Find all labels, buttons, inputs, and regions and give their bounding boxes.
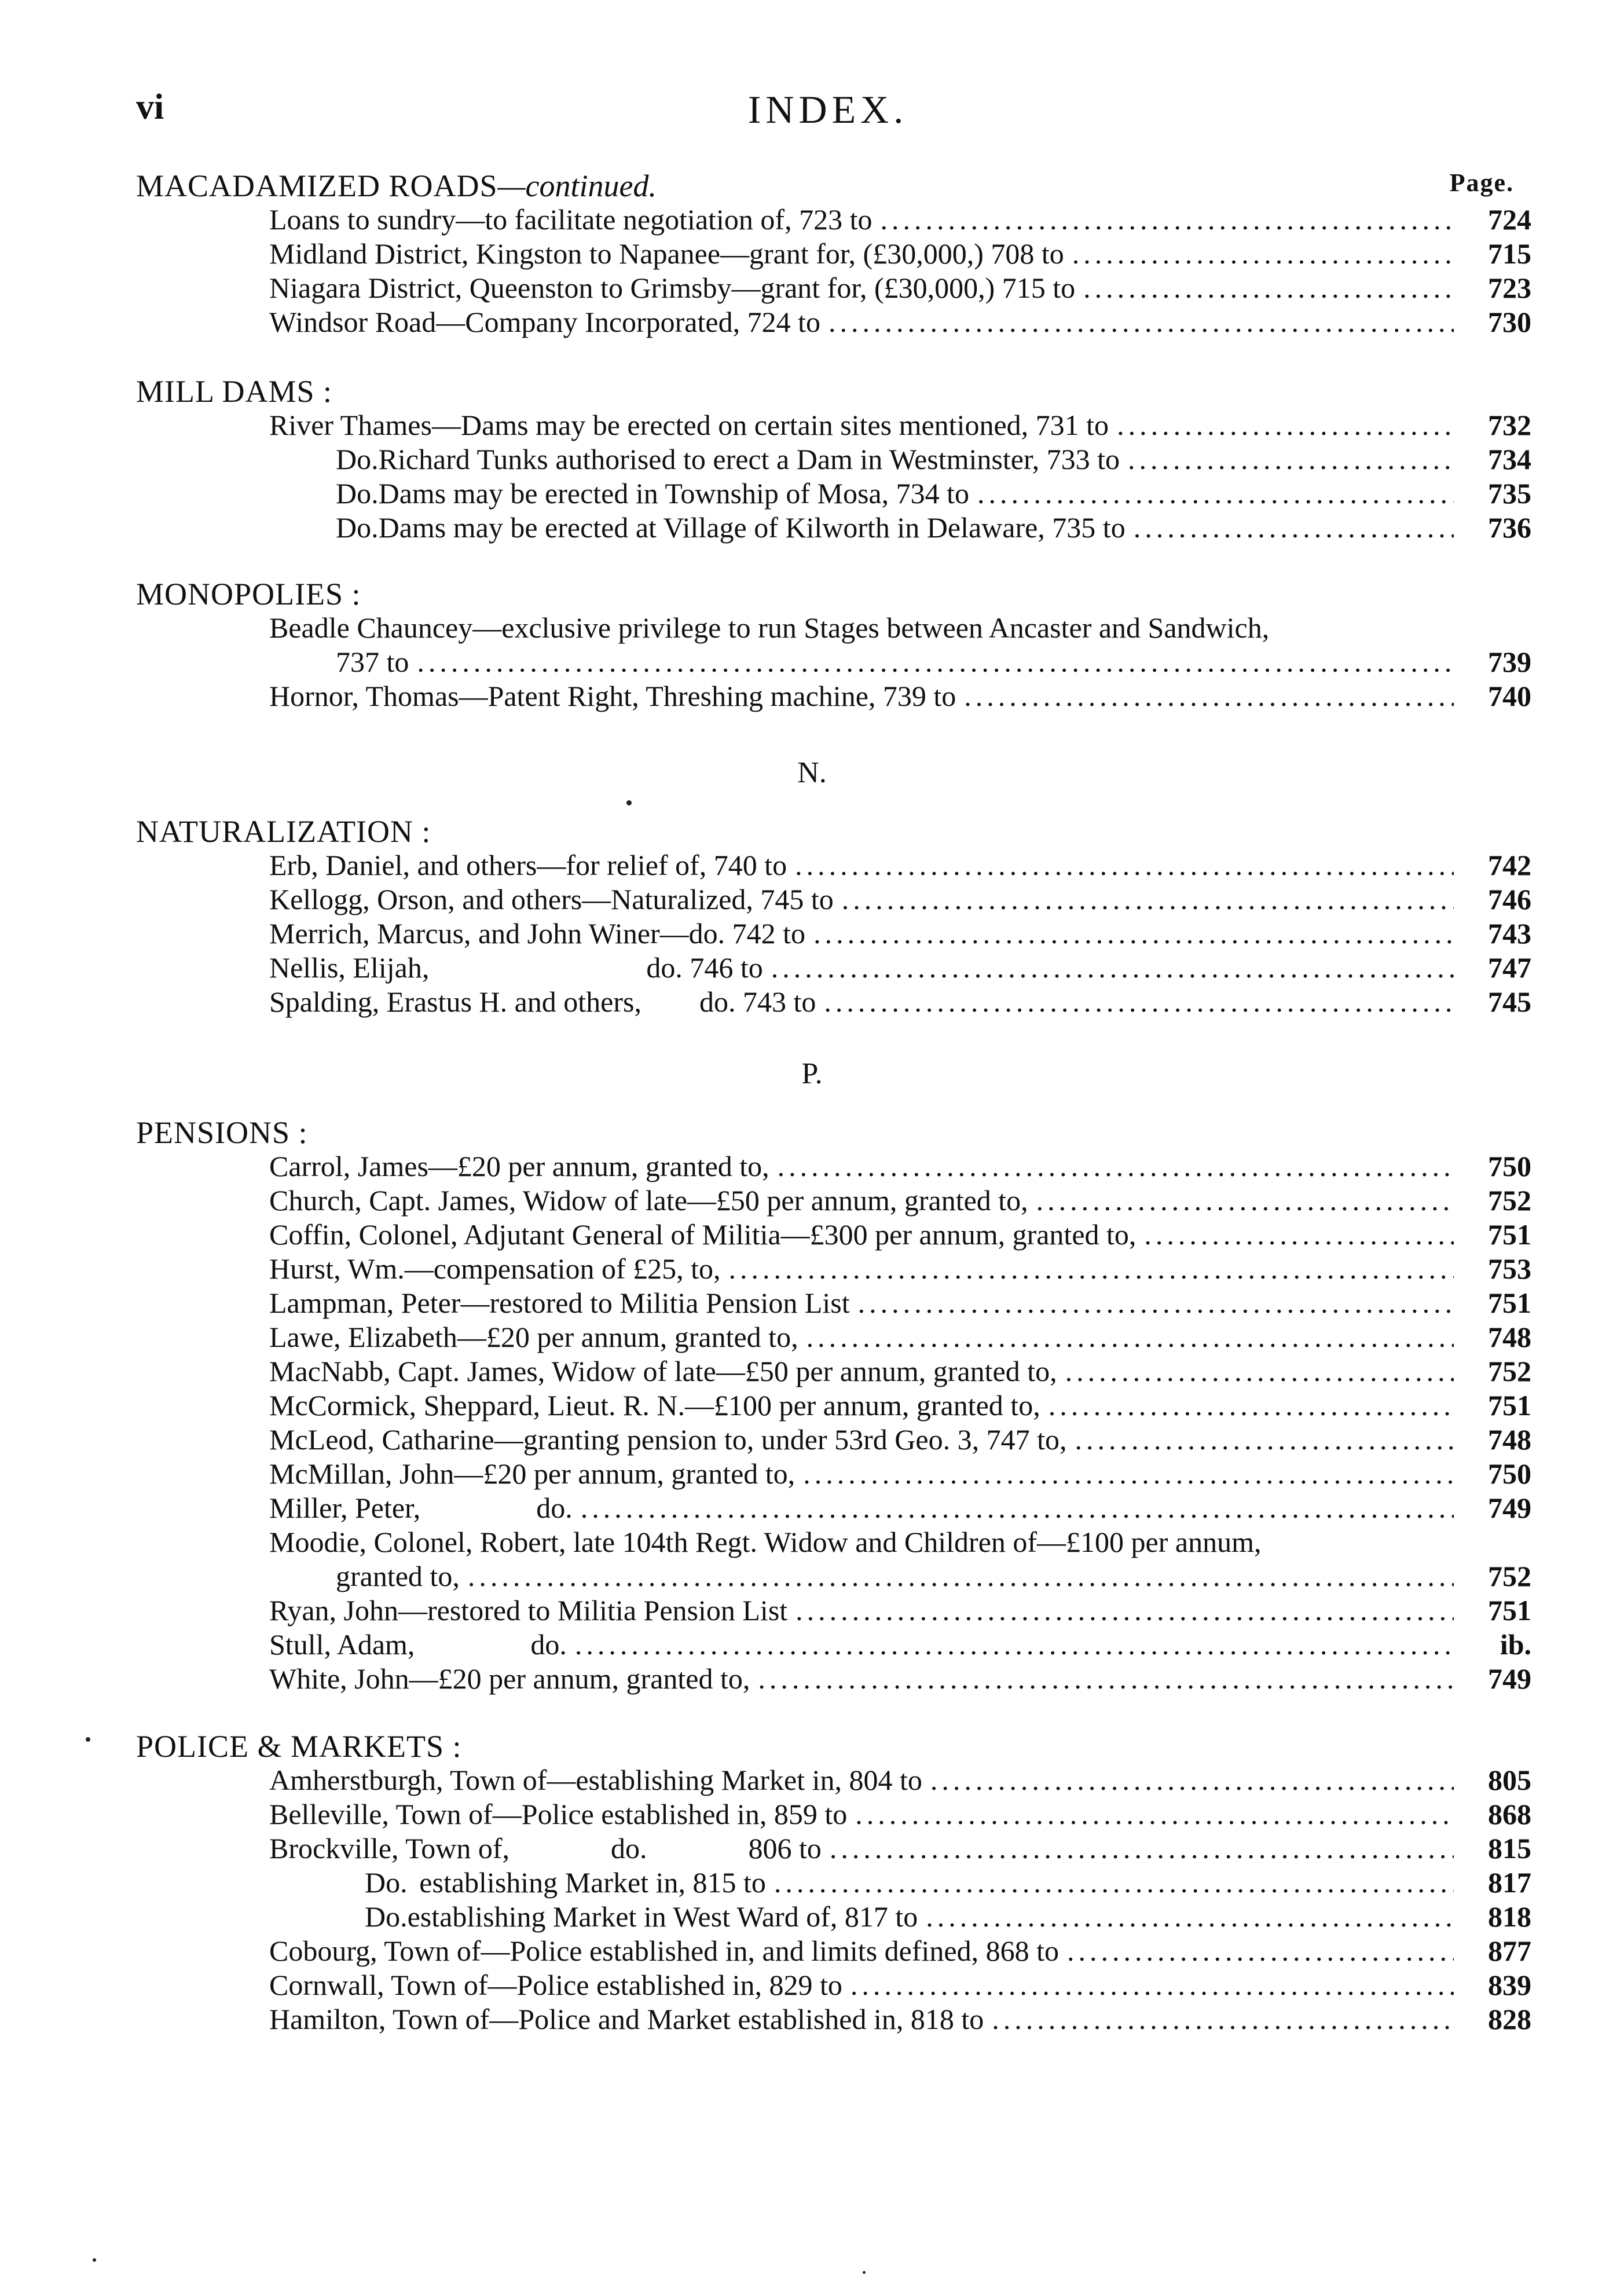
entry-text: Stull, Adam, do. bbox=[269, 1628, 567, 1661]
index-entry bbox=[136, 848, 1531, 882]
entry-text: granted to, bbox=[336, 1560, 460, 1592]
entry-page: 736 bbox=[1488, 511, 1531, 544]
index-entry bbox=[136, 2002, 1531, 2036]
entry-text: Brockville, Town of, do. 806 to bbox=[269, 1832, 822, 1865]
dot-leader bbox=[1065, 1354, 1454, 1389]
heading-text: MACADAMIZED ROADS bbox=[136, 169, 498, 203]
index-entry bbox=[136, 1149, 1531, 1184]
entry-page: 817 bbox=[1488, 1866, 1531, 1899]
entry-text: River Thames—Dams may be erected on certain sites mentioned, 731 to bbox=[269, 409, 1109, 441]
entry-text: Nellis, Elijah, do. 746 to bbox=[269, 951, 763, 984]
heading-continued: —continued. bbox=[497, 169, 657, 203]
entry-text: McMillan, John—£20 per annum, granted to, bbox=[269, 1457, 795, 1490]
index-entry bbox=[136, 1662, 1531, 1696]
stray-mark bbox=[626, 800, 632, 805]
entry-page: 751 bbox=[1488, 1389, 1531, 1422]
entry-text: Midland District, Kingston to Napanee—grant for, (£30,000,) 708 to bbox=[269, 237, 1064, 270]
dot-leader bbox=[858, 1286, 1454, 1320]
entry-page: 750 bbox=[1488, 1150, 1531, 1182]
entry-text: White, John—£20 per annum, granted to, bbox=[269, 1662, 750, 1695]
section-pensions bbox=[136, 1115, 1531, 1696]
page-column-header: Page. bbox=[1449, 169, 1514, 197]
entry-text: establishing Market in West Ward of, 817 to bbox=[407, 1900, 918, 1933]
section-heading: POLICE & MARKETS : bbox=[136, 1729, 462, 1764]
index-entry bbox=[136, 1934, 1531, 1968]
entry-text: Hornor, Thomas—Patent Right, Threshing machine, 739 to bbox=[269, 680, 956, 712]
index-entry bbox=[136, 1286, 1531, 1320]
letter-heading-p: P. bbox=[801, 1057, 823, 1090]
entry-text: Ryan, John—restored to Militia Pension List bbox=[269, 1594, 788, 1627]
section-heading: MILL DAMS : bbox=[136, 374, 333, 409]
entry-page: 752 bbox=[1488, 1355, 1531, 1387]
entry-text: Amherstburgh, Town of—establishing Market in, 804 to bbox=[269, 1764, 922, 1796]
dot-leader bbox=[1049, 1389, 1454, 1423]
section-heading: MONOPOLIES : bbox=[136, 577, 361, 611]
entry-page: 749 bbox=[1488, 1492, 1531, 1524]
index-entry bbox=[136, 1559, 1531, 1594]
entry-text: Kellogg, Orson, and others—Naturalized, 745 to bbox=[269, 883, 834, 915]
ditto-mark: Do. bbox=[365, 1866, 408, 1899]
entry-page: 715 bbox=[1488, 237, 1531, 270]
section-police-markets bbox=[136, 1728, 1531, 2036]
index-entry bbox=[136, 985, 1531, 1019]
dot-leader bbox=[758, 1662, 1454, 1696]
index-entry bbox=[136, 1320, 1531, 1354]
entry-text: Hurst, Wm.—compensation of £25, to, bbox=[269, 1252, 721, 1285]
dot-leader bbox=[1072, 237, 1454, 271]
ditto-mark: Do. bbox=[336, 511, 379, 544]
dot-leader bbox=[774, 1866, 1454, 1900]
index-entry bbox=[136, 1252, 1531, 1286]
section-mill-dams bbox=[136, 373, 1531, 545]
entry-page: 748 bbox=[1488, 1423, 1531, 1456]
entry-page: 747 bbox=[1488, 951, 1531, 984]
index-entry bbox=[136, 917, 1531, 951]
entry-text: Merrich, Marcus, and John Winer—do. 742 to bbox=[269, 917, 806, 950]
index-entry bbox=[136, 271, 1531, 305]
dot-leader bbox=[1036, 1184, 1454, 1218]
entry-text: Lawe, Elizabeth—£20 per annum, granted to, bbox=[269, 1321, 798, 1353]
dot-leader bbox=[1128, 442, 1454, 477]
entry-page: 749 bbox=[1488, 1662, 1531, 1695]
dot-leader bbox=[964, 679, 1454, 713]
entry-page: 746 bbox=[1488, 883, 1531, 915]
entry-page: 742 bbox=[1488, 849, 1531, 881]
entry-text: MacNabb, Capt. James, Widow of late—£50 per annum, granted to, bbox=[269, 1355, 1057, 1387]
index-entry bbox=[136, 1491, 1531, 1525]
entry-page: 739 bbox=[1488, 646, 1531, 678]
dot-leader bbox=[806, 1320, 1454, 1354]
section-monopolies bbox=[136, 576, 1531, 713]
entry-text: Carrol, James—£20 per annum, granted to, bbox=[269, 1150, 769, 1182]
entry-page: ib. bbox=[1500, 1628, 1531, 1661]
entry-text: Niagara District, Queenston to Grimsby—grant for, (£30,000,) 715 to bbox=[269, 272, 1076, 304]
dot-leader bbox=[880, 203, 1454, 237]
section-heading bbox=[136, 168, 1531, 203]
index-entry bbox=[136, 305, 1531, 339]
dot-leader bbox=[778, 1149, 1454, 1184]
entry-text: Cornwall, Town of—Police established in, 829 to bbox=[269, 1969, 842, 2001]
index-entry bbox=[136, 1866, 1531, 1900]
dot-leader bbox=[1067, 1934, 1454, 1968]
index-entry bbox=[136, 237, 1531, 271]
index-entry bbox=[136, 1797, 1531, 1832]
entry-text: Coffin, Colonel, Adjutant General of Militia—£300 per annum, granted to, bbox=[269, 1218, 1137, 1251]
dot-leader bbox=[824, 985, 1454, 1019]
entry-text: Lampman, Peter—restored to Militia Pension List bbox=[269, 1287, 850, 1319]
index-entry bbox=[136, 1968, 1531, 2002]
entry-page: 732 bbox=[1488, 409, 1531, 441]
entry-text: Church, Capt. James, Widow of late—£50 per annum, granted to, bbox=[269, 1184, 1028, 1217]
section-naturalization bbox=[136, 814, 1531, 1019]
section-macadamized-roads bbox=[136, 168, 1531, 339]
index-entry bbox=[136, 1832, 1531, 1866]
dot-leader bbox=[842, 882, 1454, 917]
entry-page: 752 bbox=[1488, 1560, 1531, 1592]
entry-page: 745 bbox=[1488, 986, 1531, 1018]
dot-leader bbox=[795, 848, 1454, 882]
entry-text: Windsor Road—Company Incorporated, 724 to bbox=[269, 306, 820, 338]
dot-leader bbox=[1134, 511, 1454, 545]
index-entry bbox=[136, 1763, 1531, 1797]
index-entry bbox=[136, 645, 1531, 679]
dot-leader bbox=[575, 1628, 1454, 1662]
section-heading: NATURALIZATION : bbox=[136, 814, 431, 849]
stray-mark bbox=[863, 2271, 866, 2274]
index-entry bbox=[136, 442, 1531, 477]
index-entry bbox=[136, 1457, 1531, 1491]
entry-text: Dams may be erected in Township of Mosa, 734 to bbox=[378, 477, 969, 510]
index-entry bbox=[136, 1218, 1531, 1252]
entry-page: 877 bbox=[1488, 1935, 1531, 1967]
entry-page: 748 bbox=[1488, 1321, 1531, 1353]
entry-text: Belleville, Town of—Police established in, 859 to bbox=[269, 1798, 848, 1830]
letter-heading-n: N. bbox=[797, 756, 827, 789]
entry-page: 751 bbox=[1488, 1287, 1531, 1319]
dot-leader bbox=[795, 1594, 1454, 1628]
index-entry bbox=[136, 408, 1531, 442]
entry-text: Hamilton, Town of—Police and Market established in, 818 to bbox=[269, 2003, 984, 2035]
dot-leader bbox=[803, 1457, 1454, 1491]
dot-leader bbox=[1144, 1218, 1454, 1252]
ditto-mark: Do. bbox=[336, 443, 379, 475]
index-entry bbox=[136, 951, 1531, 985]
entry-text: establishing Market in, 815 to bbox=[419, 1866, 766, 1899]
entry-page: 734 bbox=[1488, 443, 1531, 475]
dot-leader bbox=[1117, 408, 1454, 442]
dot-leader bbox=[771, 951, 1454, 985]
index-entry bbox=[136, 1389, 1531, 1423]
index-entry bbox=[136, 679, 1531, 713]
entry-text: McLeod, Catharine—granting pension to, under 53rd Geo. 3, 747 to, bbox=[269, 1423, 1067, 1456]
dot-leader bbox=[830, 1832, 1454, 1866]
index-entry bbox=[136, 1354, 1531, 1389]
dot-leader bbox=[829, 305, 1454, 339]
entry-page: 751 bbox=[1488, 1594, 1531, 1627]
stray-mark bbox=[86, 1737, 90, 1742]
entry-page: 839 bbox=[1488, 1969, 1531, 2001]
entry-text: Beadle Chauncey—exclusive privilege to run Stages between Ancaster and Sandwich, bbox=[269, 611, 1270, 644]
dot-leader bbox=[992, 2002, 1454, 2036]
entry-text: Spalding, Erastus H. and others, do. 743 to bbox=[269, 986, 816, 1018]
index-entry bbox=[136, 1594, 1531, 1628]
dot-leader bbox=[926, 1900, 1454, 1934]
entry-text: Loans to sundry—to facilitate negotiation of, 723 to bbox=[269, 203, 873, 236]
entry-text: Cobourg, Town of—Police established in, and limits defined, 868 to bbox=[269, 1935, 1059, 1967]
entry-page: 743 bbox=[1488, 917, 1531, 950]
entry-page: 723 bbox=[1488, 272, 1531, 304]
dot-leader bbox=[417, 645, 1454, 679]
entry-text: McCormick, Sheppard, Lieut. R. N.—£100 per annum, granted to, bbox=[269, 1389, 1040, 1422]
dot-leader bbox=[468, 1559, 1454, 1594]
page-header bbox=[136, 87, 1520, 133]
index-entry bbox=[136, 477, 1531, 511]
entry-page: 868 bbox=[1488, 1798, 1531, 1830]
dot-leader bbox=[813, 917, 1454, 951]
entry-page: 828 bbox=[1488, 2003, 1531, 2035]
entry-page: 750 bbox=[1488, 1457, 1531, 1490]
dot-leader bbox=[1083, 271, 1454, 305]
index-entry bbox=[136, 1184, 1531, 1218]
dot-leader bbox=[977, 477, 1454, 511]
entry-text: 737 to bbox=[336, 646, 409, 678]
dot-leader bbox=[581, 1491, 1454, 1525]
entry-text: Dams may be erected at Village of Kilworth in Delaware, 735 to bbox=[378, 511, 1126, 544]
entry-text: Richard Tunks authorised to erect a Dam in Westminster, 733 to bbox=[378, 443, 1120, 475]
entry-page: 753 bbox=[1488, 1252, 1531, 1285]
index-entry bbox=[136, 1628, 1531, 1662]
entry-page: 735 bbox=[1488, 477, 1531, 510]
dot-leader bbox=[729, 1252, 1454, 1286]
index-entry bbox=[136, 882, 1531, 917]
entry-text: Moodie, Colonel, Robert, late 104th Regt. Widow and Children of—£100 per annum, bbox=[269, 1526, 1262, 1558]
page-title: INDEX. bbox=[747, 87, 908, 131]
index-entry bbox=[136, 1423, 1531, 1457]
entry-page: 818 bbox=[1488, 1900, 1531, 1933]
entry-text: Miller, Peter, do. bbox=[269, 1492, 573, 1524]
index-entry bbox=[136, 511, 1531, 545]
entry-text: Erb, Daniel, and others—for relief of, 740 to bbox=[269, 849, 787, 881]
entry-page: 815 bbox=[1488, 1832, 1531, 1865]
page-number: vi bbox=[136, 87, 164, 127]
dot-leader bbox=[1075, 1423, 1454, 1457]
dot-leader bbox=[855, 1797, 1454, 1832]
ditto-mark: Do. bbox=[365, 1900, 408, 1933]
entry-page: 730 bbox=[1488, 306, 1531, 338]
section-heading: PENSIONS : bbox=[136, 1115, 308, 1150]
entry-page: 751 bbox=[1488, 1218, 1531, 1251]
index-entry bbox=[136, 203, 1531, 237]
index-entry bbox=[136, 1900, 1531, 1934]
dot-leader bbox=[930, 1763, 1454, 1797]
entry-page: 724 bbox=[1488, 203, 1531, 236]
dot-leader bbox=[851, 1968, 1454, 2002]
ditto-mark: Do. bbox=[336, 477, 379, 510]
entry-page: 752 bbox=[1488, 1184, 1531, 1217]
stray-mark bbox=[93, 2258, 96, 2262]
entry-page: 740 bbox=[1488, 680, 1531, 712]
entry-page: 805 bbox=[1488, 1764, 1531, 1796]
